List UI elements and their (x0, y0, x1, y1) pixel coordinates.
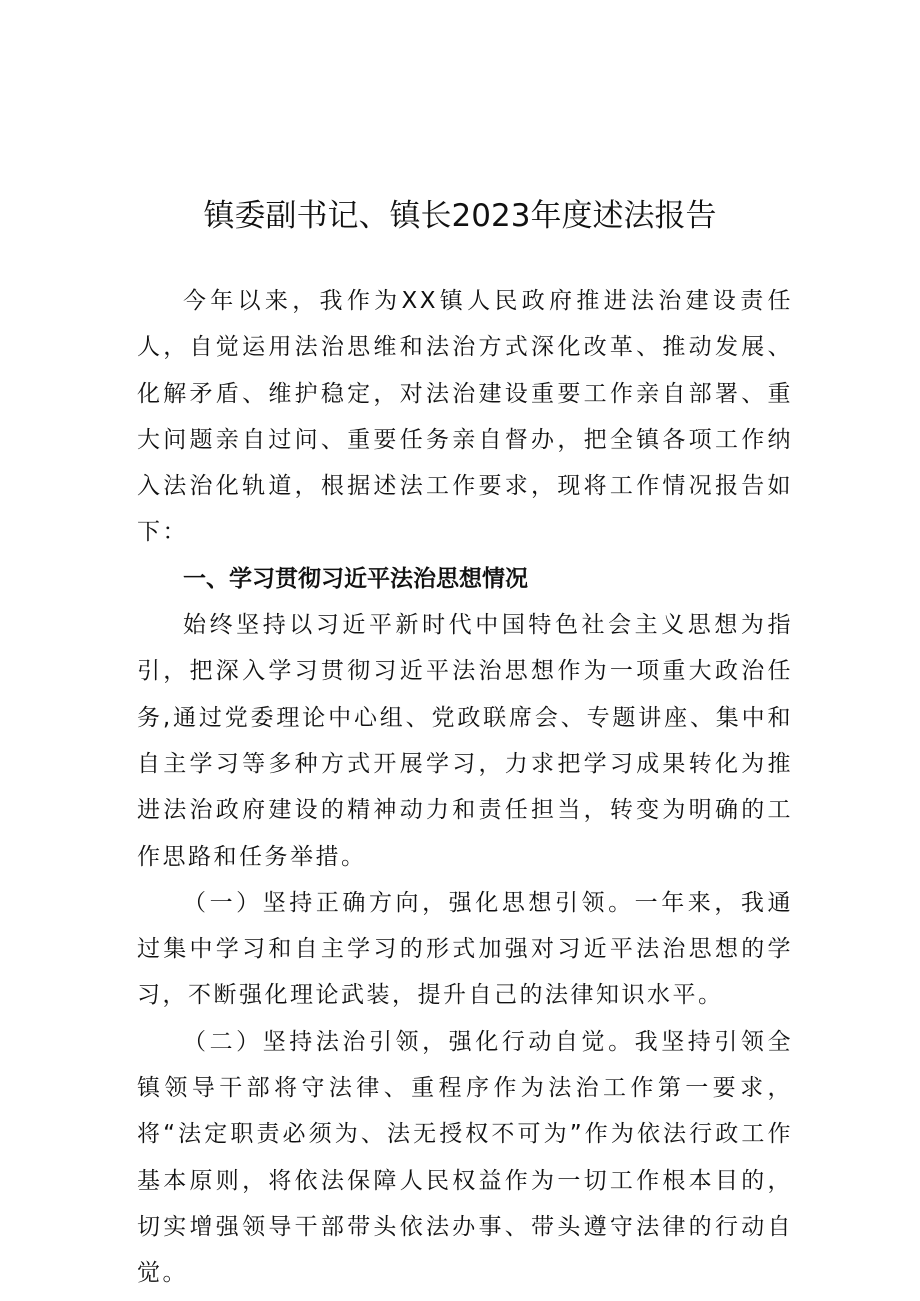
section-heading: 一、学习贯彻习近平法治思想情况 (183, 565, 528, 592)
subsection-paragraph-2: （二）坚持法治引领，强化行动自觉。我坚持引领全镇领导干部将守法律、重程序作为法治工作第一要求，将“法定职责必须为、法无授权不可为”作为依法行政工作基本原则，将依法保障人民权益作为一切工作根本目的，切实增强领导干部带头依法办事、带头遵守法律的行动自觉。 (137, 1028, 793, 1287)
section-paragraph: 始终坚持以习近平新时代中国特色社会主义思想为指引，把深入学习贯彻习近平法治思想作为一项重大政治任务,通过党委理论中心组、党政联席会、专题讲座、集中和自主学习等多种方式开展学习，力求把学习成果转化为推进法治政府建设的精神动力和责任担当，转变为明确的工作思路和任务举措。 (137, 612, 793, 870)
document-title: 镇委副书记、镇长2023年度述法报告 (203, 197, 717, 234)
subsection-paragraph-1: （一）坚持正确方向，强化思想引领。一年来，我通过集中学习和自主学习的形式加强对习近平法治思想的学习，不断强化理论武装，提升自己的法律知识水平。 (137, 889, 793, 1009)
document-body (137, 278, 793, 1297)
intro-paragraph: 今年以来，我作为XX镇人民政府推进法治建设责任人，自觉运用法治思维和法治方式深化改革、推动发展、化解矛盾、维护稳定，对法治建设重要工作亲自部署、重大问题亲自过问、重要任务亲自督办，把全镇各项工作纳入法治化轨道，根据述法工作要求，现将工作情况报告如下： (137, 288, 793, 546)
